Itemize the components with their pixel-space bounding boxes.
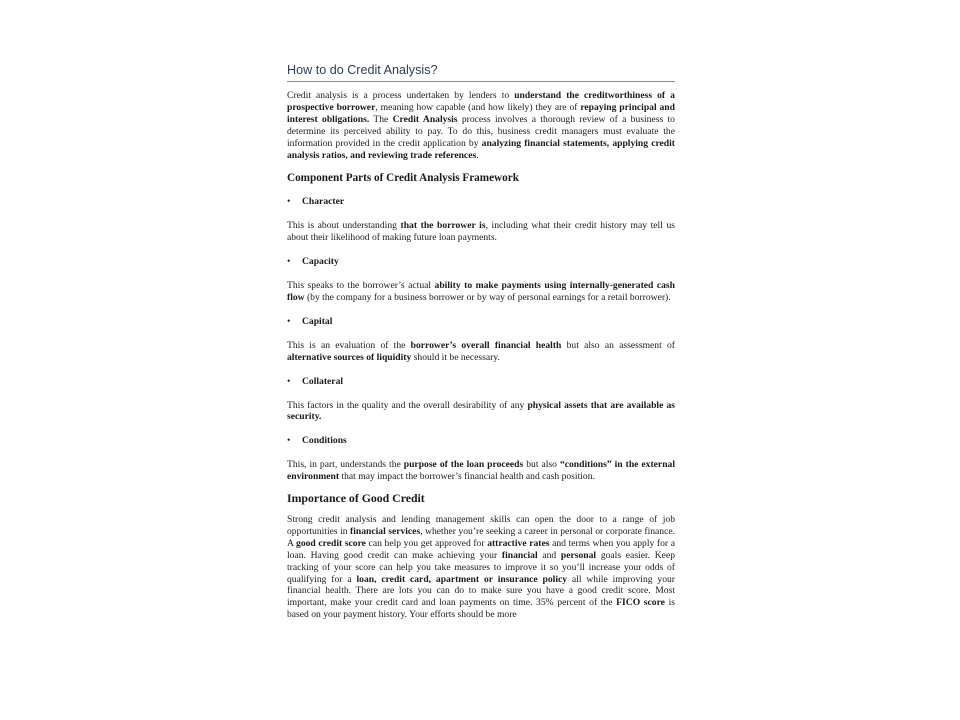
component-title: Character [302,196,345,208]
body-text: and [537,549,561,561]
bullet-glyph: • [287,196,291,208]
body-text: , whether you’re seeking a career in personal or corporate finance. A [287,525,676,549]
component-text-capital [287,340,675,364]
emphasis-text: Credit Analysis [392,113,458,125]
body-text: The [369,113,393,125]
emphasis-text: attractive rates [487,537,550,549]
intro-paragraph [287,90,675,161]
emphasis-text: FICO score [616,597,665,609]
body-text: but also [523,459,560,471]
body-text: (by the company for a business borrower or by way of personal earnings for a retail borrower). [304,291,671,303]
framework-heading: Component Parts of Credit Analysis Framework [287,172,519,185]
emphasis-text: “conditions” in the external environment [287,459,675,483]
component-text-character [287,220,675,244]
document-page [287,62,675,621]
emphasis-text: understand the creditworthiness of a prospective borrower [287,90,675,113]
body-text: and terms when you apply for a loan. Having good credit can make achieving your [287,537,675,561]
emphasis-text: analyzing financial statements, applying credit analysis ratios, and reviewing trade references [287,137,675,161]
component-title: Capacity [302,256,339,268]
component-bullet-character [287,196,675,208]
body-text: goals easier. Keep tracking of your score can help you take measures to improve it so you’ll increase your odds of qualifying for a [287,549,675,585]
bullet-glyph: • [287,315,291,327]
emphasis-text: physical assets that are available as security. [287,399,676,423]
component-title: Collateral [302,375,344,387]
emphasis-text: financial [501,549,538,561]
emphasis-text: financial services [350,525,421,537]
body-text: Credit analysis is a process undertaken by lenders to [287,90,515,101]
body-text: can help you get approved for [365,537,488,549]
component-bullet-capacity [287,256,675,268]
bullet-glyph: • [287,435,291,447]
component-text-capacity [287,280,675,304]
emphasis-text: ability to make payments using internally-generated cash flow [287,280,676,303]
component-text-conditions [287,459,675,483]
body-text: This factors in the quality and the overall desirability of any [287,399,528,411]
component-bullet-collateral [287,376,675,388]
emphasis-text: borrower’s overall financial health [410,339,562,351]
body-text: but also an assessment of [561,339,675,351]
component-bullet-capital [287,316,675,328]
body-text: that may impact the borrower’s financial health and cash position. [339,471,595,483]
emphasis-text: good credit score [296,537,366,549]
emphasis-text: purpose of the loan proceeds [403,459,524,471]
importance-paragraph [287,514,675,621]
component-bullet-conditions [287,435,675,447]
body-text: should it be necessary. [411,351,500,363]
body-text: all while improving your financial health. There are lots you can do to make sure you have a good credit score. Most important, make your credit card and loan payments on time. 35% percent of the [287,573,675,609]
document-title: How to do Credit Analysis? [287,62,675,82]
body-text: This is an evaluation of the [287,339,411,351]
emphasis-text: that the borrower is [400,220,486,232]
body-text: This is about understanding [287,220,401,232]
emphasis-text: loan, credit card, apartment or insurance policy [356,573,568,585]
body-text: . [476,149,479,161]
body-text: is based on your payment history. Your efforts should be more [287,597,675,621]
body-text: , meaning how capable (and how likely) they are of [375,101,581,113]
importance-heading: Importance of Good Credit [287,491,425,506]
bullet-glyph: • [287,256,291,268]
body-text: This, in part, understands the [287,459,404,471]
emphasis-text: personal [560,549,597,561]
body-text: , including what their credit history may tell us about their likelihood of making future loan payments. [287,220,675,244]
component-title: Capital [302,315,333,327]
body-text: This speaks to the borrower’s actual [287,280,435,292]
bullet-glyph: • [287,375,291,387]
component-text-collateral [287,400,675,424]
component-title: Conditions [302,435,347,447]
emphasis-text: repaying principal and interest obligations. [287,101,675,125]
components-list [287,196,675,483]
body-text: process involves a thorough review of a business to determine its perceived ability to pay. To do this, business credit managers must evaluate the information provided in the credit application by [287,113,675,149]
body-text: Strong credit analysis and lending management skills can open the door to a range of job opportunities in [287,514,675,537]
emphasis-text: alternative sources of liquidity [287,351,412,363]
